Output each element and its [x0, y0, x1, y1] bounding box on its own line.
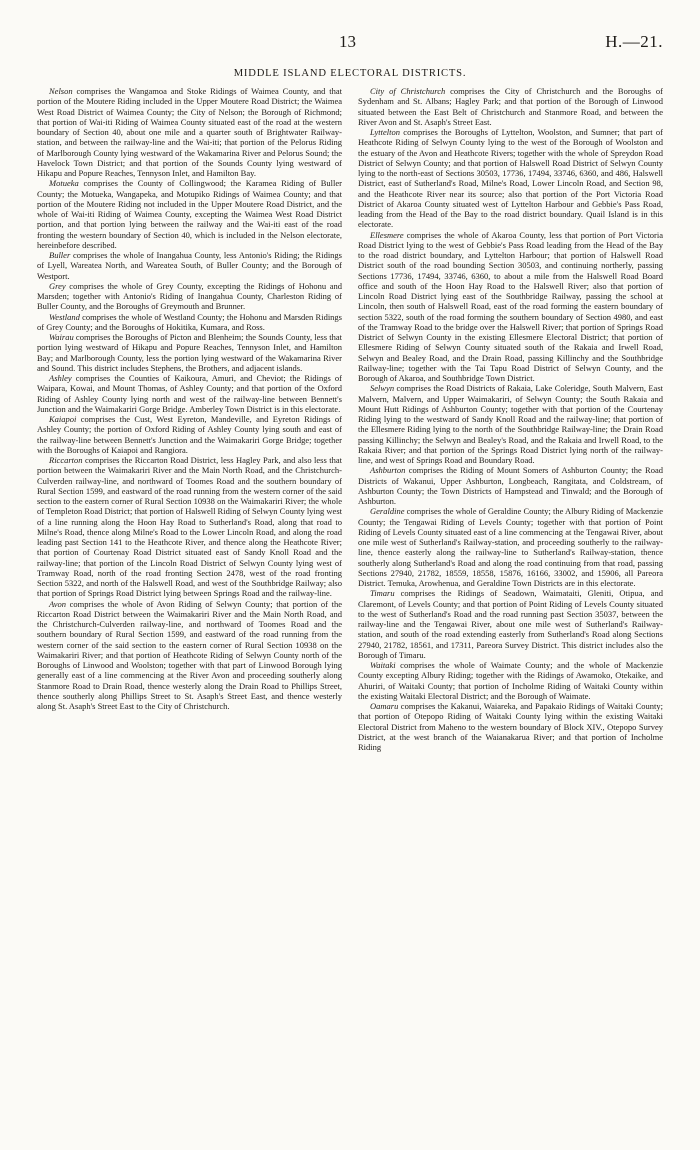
- district-paragraph: [358, 660, 663, 701]
- district-paragraph: [37, 332, 342, 373]
- district-paragraph: [37, 250, 342, 281]
- district-name: Motueka: [49, 178, 79, 189]
- district-description: comprises the Wangamoa and Stoke Ridings of Waimea County, and that portion of the Moutere Riding included in the Upper Moutere Road District; the Waimea West Road District of Waimea County; the City of Nelson; the Borough of Richmond; that portion of Wai-iti Riding of Waimea County situated east of the road at the western boundary of Section 40, about one mile and a quarter south of Brightwater Railway-station, and between the railway-line and the Wai-iti; that portion of the Pelorus Riding of Marlborough County lying westward of the Wakamarina River and Pelorus Sound; the Havelock Town District; and that portion of the Sounds County lying westward of Hikapu and Popure Reaches, Tennyson Inlet, and Hamilton Bay.: [37, 86, 342, 178]
- district-paragraph: [358, 701, 663, 752]
- district-description: comprises the Road Districts of Rakaia, Lake Coleridge, South Malvern, East Malvern, Malvern, and Upper Waimakariri, of Selwyn County; the South Rakaia and Mount Hutt Ridings of Ashburton County; together with that portion of the Courtenay Riding lying to the westward of Sandy Knoll Road and the railway-line; that portion of the Ellesmere Riding lying to the north of the Southbridge Railway-line; the Drain Road passing Killinchy; the Selwyn and Bealey's Road, and the Rakaia and Irwell Road, to the Rakaia River; and that portion of the Springs Road District lying north of the railway-line, and west of Springs Road and Boundary Road.: [358, 383, 663, 465]
- district-name: Selwyn: [370, 383, 395, 394]
- document-reference: H.—21.: [605, 32, 663, 51]
- district-description: comprises the Boroughs of Picton and Blenheim; the Sounds County, less that portion lying westward of Hikapu and Popure Reaches, Tennyson Inlet, and Hamilton Bay; and Marlborough County, less the portion lying westward of the Wakamarina River and Sound. This district includes Stephens, the Brothers, and adjacent islands.: [37, 332, 342, 373]
- district-name: Westland: [49, 311, 80, 322]
- district-paragraph: [37, 414, 342, 455]
- text-columns: [37, 86, 663, 752]
- district-description: comprises the Ridings of Seadown, Waimataiti, Gleniti, Otipua, and Claremont, of Levels County; and that portion of Point Riding of Levels County situated to the west of Sutherland's Road and the road running past Section 35037, between the railway-line and the Tengawai River, about one mile west of Sutherland's Railway-station, and south of the road extending easterly from Sutherland's Road along Sections 27940, 21782, 18561, and 17311, Pareora Survey District. This district includes also the Borough of Timaru.: [358, 588, 663, 660]
- district-description: comprises the whole of Inangahua County, less Antonio's Riding; the Ridings of Lyell, Wareatea North, and Wareatea South, of Buller County; and the Borough of Westport.: [37, 250, 342, 281]
- district-name: Timaru: [370, 588, 395, 599]
- district-name: Grey: [49, 280, 66, 291]
- district-description: comprises the Kakanui, Waiareka, and Papakaio Ridings of Waitaki County; that portion of Otepopo Riding of Waitaki County lying within the existing Waitaki Electoral District from Maheno to the western boundary of Block XIV., Otepopo Survey District, at the west branch of the Waianakarua River; and that portion of Incholme Riding: [358, 701, 663, 752]
- district-name: Lyttelton: [370, 127, 400, 137]
- district-description: comprises the whole of Avon Riding of Selwyn County; that portion of the Riccarton Road District between the Waimakariri River and the Main North Road, and the Christchurch-Culverden railway-line, and northward of Toomes Road and the southern boundary of Rural Section 1599, and eastward of the road running from the western corner of the said section to the eastern corner of Rural Section 10938 on the Waimakariri River; and that portion of Heathcote Riding of Selwyn County north of the Boroughs of Linwood and Woolston; together with that part of Linwood Borough lying generally east of a line commencing at the River Avon and proceeding southerly along Stanmore Road to Drain Road, thence westerly along the Drain Road to Phillips Street, thence southerly along Phillips Street to St. Asaph's Street East, and thence westerly along St. Asaph's Street East to the City of Christchurch.: [37, 598, 342, 711]
- district-paragraph: [358, 230, 663, 384]
- district-description: comprises the Boroughs of Lyttelton, Woolston, and Sumner; that part of Heathcote Riding of Selwyn County lying to the west of the Borough of Woolston and the estuary of the Avon and Heathcote Rivers; together with the whole of Spreydon Road District of Selwyn County; and that portion of Halswell Road District of Selwyn County lying to the north-east of Sections 30503, 17736, 17494, 33746, 6360, and 486, Halswell District, east of Sutherland's Road, Milne's Road, Lower Lincoln Road, and Section 98, and the Heathcote River near its source; also that portion of the Port Victoria Road District of Akaroa County situated west of Lyttelton Harbour and Gebbie's Pass Road, leading from the Head of the Bay to the road district boundary. Quail Island is in this electorate.: [358, 127, 663, 230]
- district-description: comprises the City of Christchurch and the Boroughs of Sydenham and St. Albans; Hagley Park; and that portion of the Borough of Linwood situated between the East Belt of Christchurch and Stanmore Road, and between the River Avon and St. Asaph's Street East.: [358, 86, 663, 127]
- district-name: Riccarton: [49, 455, 83, 465]
- district-name: Buller: [49, 250, 71, 260]
- district-paragraph: [358, 506, 663, 588]
- district-description: comprises the whole of Grey County, excepting the Ridings of Hohonu and Marsden; together with Antonio's Riding of Inangahua County, Charleston Riding of Buller County, and the Boroughs of Greymouth and Brunner.: [37, 280, 342, 312]
- right-column: [358, 86, 663, 752]
- district-paragraph: [358, 465, 663, 506]
- district-description: comprises the whole of Waimate County; and the whole of Mackenzie County excepting Albury Riding; together with the Ridings of Awamoko, Otekaike, and Ahuriri, of Waitaki County; that portion of Incholme Riding of Waitaki County within the existing Waitaki Electoral District; and the Borough of Waimate.: [358, 660, 663, 701]
- district-name: Avon: [49, 598, 66, 609]
- district-description: comprises the whole of Akaroa County, less that portion of Port Victoria Road District lying to the west of Gebbie's Pass Road leading from the Head of the Bay to the road district boundary, and Lyttelton Harbour; that portion of Halswell Road District south of the road bounding Section 30503, and continuing northerly, passing Sections 17736, 17494, 33746, 6360, to about a mile from the Halswell Road Board office and south of the Hoon Hay Road to the Halswell River; also that portion of Lincoln Road District lying east of the Southbridge Railway, passing the school at Lincoln, then south of Halswell Road, east of the road forming the eastern boundary of section 5322, south of the road forming the southern boundary of Section 4980, and east of the Tramway Road to the bridge over the Halswell River; that portion of Springs Road District of Selwyn County in the existing Ellesmere Electoral District; that portion of Ellesmere Riding of Selwyn County situated south of the Rakaia and Irwell Road, Selwyn and Bealey Road, and the Drain Road, passing Killinchy and the Southbridge Railway-line; together with the Tai Tapu Road District of Selwyn County, and the Borough of Akaroa, and Southbridge Town District.: [358, 229, 663, 383]
- district-name: Wairau: [49, 332, 74, 342]
- district-paragraph: [37, 86, 342, 178]
- district-description: comprises the Riccarton Road District, less Hagley Park, and also less that portion between the Waimakariri River and the Main North Road, and the Christchurch-Culverden railway-line, and northward of Toomes Road and the southern boundary of Rural Section 1599, and eastward of the road running from the western corner of the said section to the eastern corner of Rural Section 10938 on the Waimakariri River; the whole of Templeton Road District; that portion of Halswell Riding of Selwyn County lying west of a line running along the Hoon Hay Road to Sutherland's Road, along that road to Milne's Road, thence along Milne's Road to the Lower Lincoln Road, and along the road leading past Section 141 to the Heathcote River, and thence along the Heathcote River; that portion of Courtenay Road District situated east of Sandy Knoll Road and the railway-line; that portion of the Lincoln Road District of Selwyn County lying west of Tramway Road, north of the road fronting Section 2478, west of the road fronting Section 5322, and north of the Halswell Road, and west of the Southbridge Railway; also that portion of Springs Road District lying between Springs Road and the railway-line.: [37, 455, 342, 599]
- district-name: Ellesmere: [370, 229, 404, 240]
- district-description: comprises the Riding of Mount Somers of Ashburton County; the Road Districts of Wakanui, Upper Ashburton, Longbeach, Rangitata, and Coldstream, of Ashburton County; the Town Districts of Hampstead and Tinwald; and the Borough of Ashburton.: [358, 465, 663, 506]
- district-paragraph: [358, 127, 663, 230]
- district-name: Kaiapoi: [49, 414, 77, 424]
- district-name: Waitaki: [370, 660, 396, 670]
- district-name: Ashley: [49, 373, 72, 383]
- district-description: comprises the whole of Westland County; the Hohonu and Marsden Ridings of Grey County; and the Boroughs of Hokitika, Kumara, and Ross.: [37, 311, 342, 332]
- district-description: comprises the Counties of Kaikoura, Amuri, and Cheviot; the Ridings of Waipara, Kowai, and Mount Thomas, of Ashley County; and that portion of the Oxford Riding of Ashley County lying north and west of the railway-line between Bennett's Junction and the Waimakariri Gorge Bridge. Amberley Town District is in this electorate.: [37, 373, 342, 414]
- district-paragraph: [37, 373, 342, 414]
- district-name: Oamaru: [370, 701, 399, 711]
- district-paragraph: [358, 588, 663, 660]
- district-description: comprises the County of Collingwood; the Karamea Riding of Buller County; the Motueka, Wangapeka, and Motupiko Ridings of Waimea County; and that portion of the Moutere Riding not included in the Upper Moutere Road District, and the whole of Wai-iti Riding of Waimea County, excepting the Waimea West Road District portion, and that portion lying between the railway and the Wai-iti east of the road fronting the western boundary of Section 40, which is included in the Nelson electorate, hereinbefore described.: [37, 178, 342, 250]
- district-description: comprises the whole of Geraldine County; the Albury Riding of Mackenzie County; the Tengawai Riding of Levels County; together with that portion of Point Riding of Levels County situated east of a line commencing at the Tengawai River, about one mile west of Sutherland's Railway-station, and proceeding southerly to the railway-line, thence easterly along the railway-line to Sutherland's Railway-station, thence southerly along Sutherland's Road and along the road continuing from that road, passing Sections 27940, 21782, 18559, 18558, 15876, 16166, 33002, and 15906, all Pareora District. Temuka, Arowhenua, and Geraldine Town Districts are in this electorate.: [358, 506, 663, 588]
- district-paragraph: [37, 455, 342, 599]
- district-paragraph: [358, 86, 663, 127]
- district-name: Ashburton: [370, 465, 406, 476]
- district-paragraph: [37, 178, 342, 250]
- district-paragraph: [37, 599, 342, 712]
- page-header: [37, 30, 663, 52]
- district-paragraph: [37, 312, 342, 333]
- district-name: Geraldine: [370, 506, 405, 517]
- district-paragraph: [358, 383, 663, 465]
- district-description: comprises the Cust, West Eyreton, Mandeville, and Eyreton Ridings of Ashley County; the portion of Oxford Riding of Ashley County lying south and east of the railway-line between Bennett's Junction and the Waimakariri Gorge Bridge; together with the Boroughs of Kaiapoi and Rangiora.: [37, 414, 342, 455]
- district-name: City of Christchurch: [370, 86, 446, 96]
- district-paragraph: [37, 281, 342, 312]
- page-number: 13: [339, 32, 356, 51]
- district-name: Nelson: [49, 86, 73, 96]
- page-title: MIDDLE ISLAND ELECTORAL DISTRICTS.: [233, 68, 467, 79]
- left-column: [37, 86, 342, 752]
